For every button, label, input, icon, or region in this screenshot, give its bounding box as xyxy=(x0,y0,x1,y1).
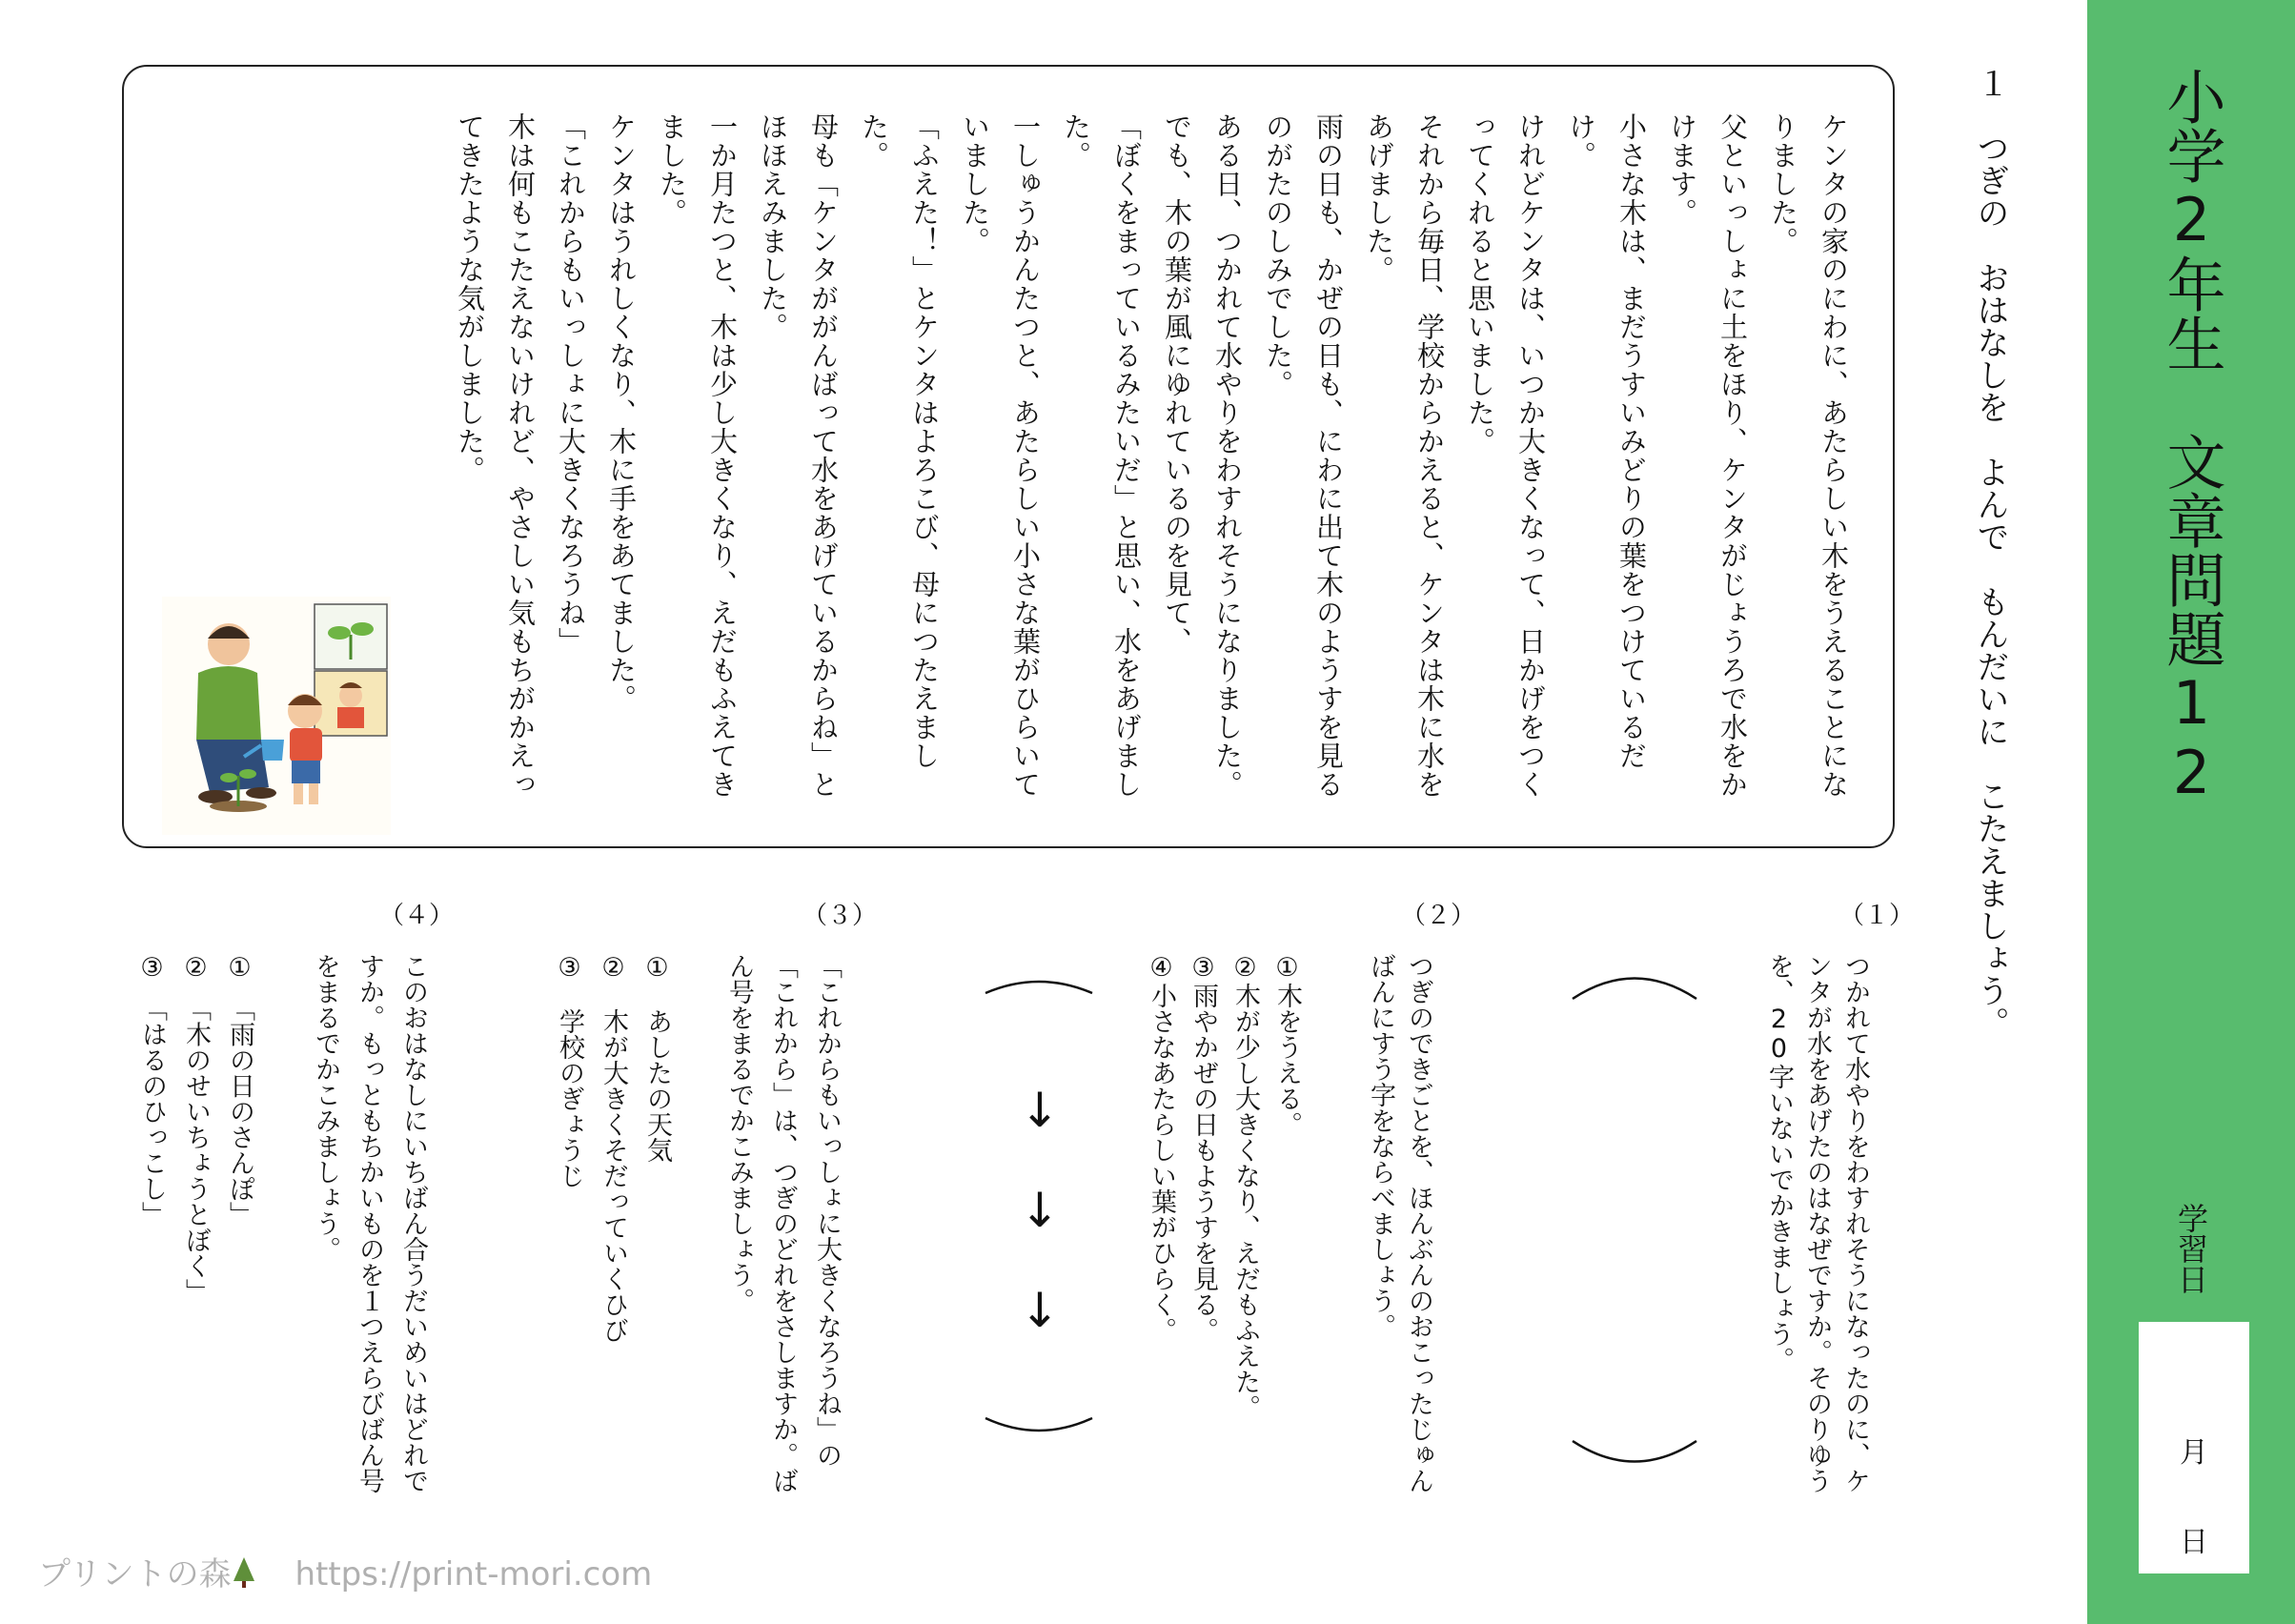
story-line: 木は何もこたえないけれど、やさしい気もちがかえってきたような気がしました。 xyxy=(454,112,537,799)
day-label: 日 xyxy=(2180,1526,2208,1559)
option[interactable]: ① あしたの天気 xyxy=(642,953,672,1163)
question-3-options xyxy=(536,953,679,1515)
arrow-down-icon: ↓ xyxy=(1020,1183,1060,1238)
site-url-link[interactable]: https://print-mori.com xyxy=(294,1555,653,1594)
option[interactable]: ① 「雨の日のさんぽ」 xyxy=(225,953,254,1228)
option[interactable]: ② 「木のせいちょうとぼく」 xyxy=(181,953,211,1305)
study-date-field[interactable] xyxy=(2139,1322,2249,1573)
footer xyxy=(38,1548,680,1594)
question-4-number: （４） xyxy=(379,902,455,930)
question-2-text: つぎのできごとを、ほんぶんのおこったじゅんばんにすう字をならべましょう。 xyxy=(1366,953,1433,1493)
story-line: 一か月たつと、木は少し大きくなり、えだもふえてきました。 xyxy=(656,112,739,799)
option[interactable]: ② 木が大きくそだっていくひび xyxy=(599,953,628,1343)
question-2-options xyxy=(1136,953,1308,1515)
story-illustration xyxy=(162,597,391,835)
brand-name: プリントの森 xyxy=(38,1555,256,1594)
bracket-top-icon xyxy=(972,970,1106,1008)
question-3-number: （３） xyxy=(802,902,878,930)
bracket-bottom-icon xyxy=(972,1409,1106,1447)
story-line: 小さな木は、まだうすいみどりの葉をつけているだけ。 xyxy=(1565,112,1648,770)
instruction: １ つぎの おはなしを よんで もんだいに こたえましょう。 xyxy=(1971,67,2009,1039)
story-line: ある日、つかれて水やりをわすれそうになりました。 xyxy=(1211,112,1244,799)
question-2-number: （２） xyxy=(1401,902,1476,930)
question-4-text: このおはなしにいちばん合うだいめいはどれですか。もっともちかいものを１つえらびばん号をまるでかこみましょう。 xyxy=(311,953,428,1493)
story-line: 母も「ケンタががんばって水をあげているからね」とほほえみました。 xyxy=(757,112,840,799)
option[interactable]: ③ 学校のぎょうじ xyxy=(555,953,584,1188)
question-1-number: （１） xyxy=(1839,902,1915,930)
story-line: 一しゅうかんたつと、あたらしい小さな葉がひらいていました。 xyxy=(959,112,1042,799)
question-3-text: 「これからもいっしょに大きくなろうね」の「これから」は、つぎのどれをさしますか。ばん号をまるでかこみましょう。 xyxy=(724,953,842,1493)
story-line: それから毎日、学校からかえると、ケンタは木に水をあげました。 xyxy=(1363,112,1446,799)
bracket-bottom-icon xyxy=(1568,1439,1701,1477)
story-line: 雨の日も、かぜの日も、にわに出て木のようすを見るのがたのしみでした。 xyxy=(1262,112,1345,799)
story-line: ケンタはうれしくなり、木に手をあてました。 xyxy=(605,112,638,713)
option: ③雨やかぜの日もようすを見る。 xyxy=(1188,953,1218,1343)
story-line: けれどケンタは、いつか大きくなって、日かげをつくってくれると思いました。 xyxy=(1464,112,1547,799)
story-line: 父といっしょに土をほり、ケンタがじょうろで水をかけます。 xyxy=(1666,112,1749,799)
question-1-answer-area[interactable] xyxy=(1563,953,1706,1487)
story-box xyxy=(122,65,1895,848)
story-line: でも、木の葉が風にゆれているのを見て、 xyxy=(1161,112,1193,656)
story-line: 「ふえた！」とケンタはよろこび、母につたえました。 xyxy=(858,112,941,770)
worksheet-title: 小学2年生 文章問題12 xyxy=(2157,67,2226,807)
bracket-top-icon xyxy=(1568,963,1701,1001)
option: ②木が少し大きくなり、えだもふえた。 xyxy=(1230,953,1260,1420)
option: ④小さなあたらしい葉がひらく。 xyxy=(1147,953,1176,1343)
story-line: 「これからもいっしょに大きくなろうね」 xyxy=(555,112,587,656)
story-text xyxy=(444,112,1858,818)
study-date-label: 学習日 xyxy=(2173,1203,2209,1294)
option[interactable]: ③ 「はるのひっこし」 xyxy=(137,953,167,1228)
question-1-text: つかれて水やりをわすれそうになったのに、ケンタが水をあげたのはなぜですか。そのりゆうを、20字いないでかきましょう。 xyxy=(1764,953,1870,1493)
story-line: ケンタの家のにわに、あたらしい木をうえることになりました。 xyxy=(1767,112,1850,799)
month-label: 月 xyxy=(2180,1436,2208,1470)
tree-icon xyxy=(232,1556,256,1589)
question-4-options xyxy=(118,953,261,1515)
arrow-down-icon: ↓ xyxy=(1020,1283,1060,1338)
story-line: 「ぼくをまっているみたいだ」と思い、水をあげました。 xyxy=(1060,112,1143,799)
question-2-answer-area[interactable] xyxy=(972,953,1106,1487)
option: ①木をうえる。 xyxy=(1272,953,1302,1137)
arrow-down-icon: ↓ xyxy=(1020,1083,1060,1138)
